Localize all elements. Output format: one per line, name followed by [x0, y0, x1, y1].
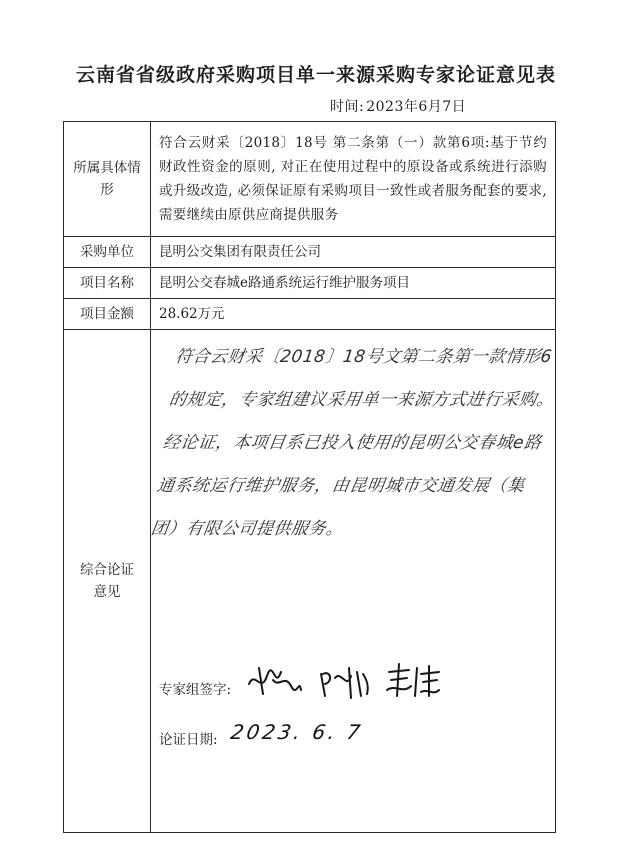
basis-value: 符合云财采〔2018〕18号 第二条第（一）款第6项:基于节约财政性资金的原则, 对正在使用过程中的原设备或系统进行添购或升级改造, 必须保证原有采购项目一致性或者服务配套的要求, 需要继续由原供应商提供服务 [151, 122, 556, 237]
basis-label-text: 所属具体情形 [73, 160, 141, 198]
project-name-value: 昆明公交春城e路通系统运行维护服务项目 [151, 268, 556, 299]
signature-row [159, 660, 559, 700]
amount-value: 28.62万元 [151, 299, 556, 330]
signature-label: 专家组签字: [159, 682, 232, 698]
document-date-label: 时间: [330, 99, 365, 115]
form-row-basis [64, 122, 556, 237]
document-title: 云南省省级政府采购项目单一来源采购专家论证意见表 [75, 64, 556, 86]
amount-label: 项目金额 [64, 299, 151, 330]
opinion-value [151, 330, 556, 833]
handwritten-opinion: 符合云财采〔2018〕18号文第二条第一款情形6的规定，专家组建议采用单一来源方式进行采购。经论证，本项目系已投入使用的昆明公交春城e路通系统运行维护服务，由昆明城市交通发展（集团）有限公司提供服务。 [149, 347, 556, 539]
purchaser-label: 采购单位 [64, 237, 151, 268]
project-name-label: 项目名称 [64, 268, 151, 299]
form-row-amount [64, 299, 556, 330]
document-date [330, 96, 510, 116]
expert-signature-3 [383, 660, 443, 700]
basis-label [64, 122, 151, 237]
document-date-value: 2023年6月7日 [366, 99, 467, 115]
opinion-date-row [159, 720, 459, 750]
opinion-form-table [63, 121, 556, 833]
opinion-date-value: 2023. 6. 7 [228, 720, 365, 744]
expert-signature-1 [245, 660, 305, 700]
opinion-label-text: 综合论证意见 [80, 562, 134, 600]
form-row-purchaser [64, 237, 556, 268]
opinion-content [151, 330, 555, 832]
expert-signature-2 [317, 660, 373, 700]
opinion-date-label: 论证日期: [159, 732, 218, 748]
purchaser-value: 昆明公交集团有限责任公司 [151, 237, 556, 268]
form-row-opinion [64, 330, 556, 833]
form-row-project-name [64, 268, 556, 299]
opinion-label [64, 330, 151, 833]
